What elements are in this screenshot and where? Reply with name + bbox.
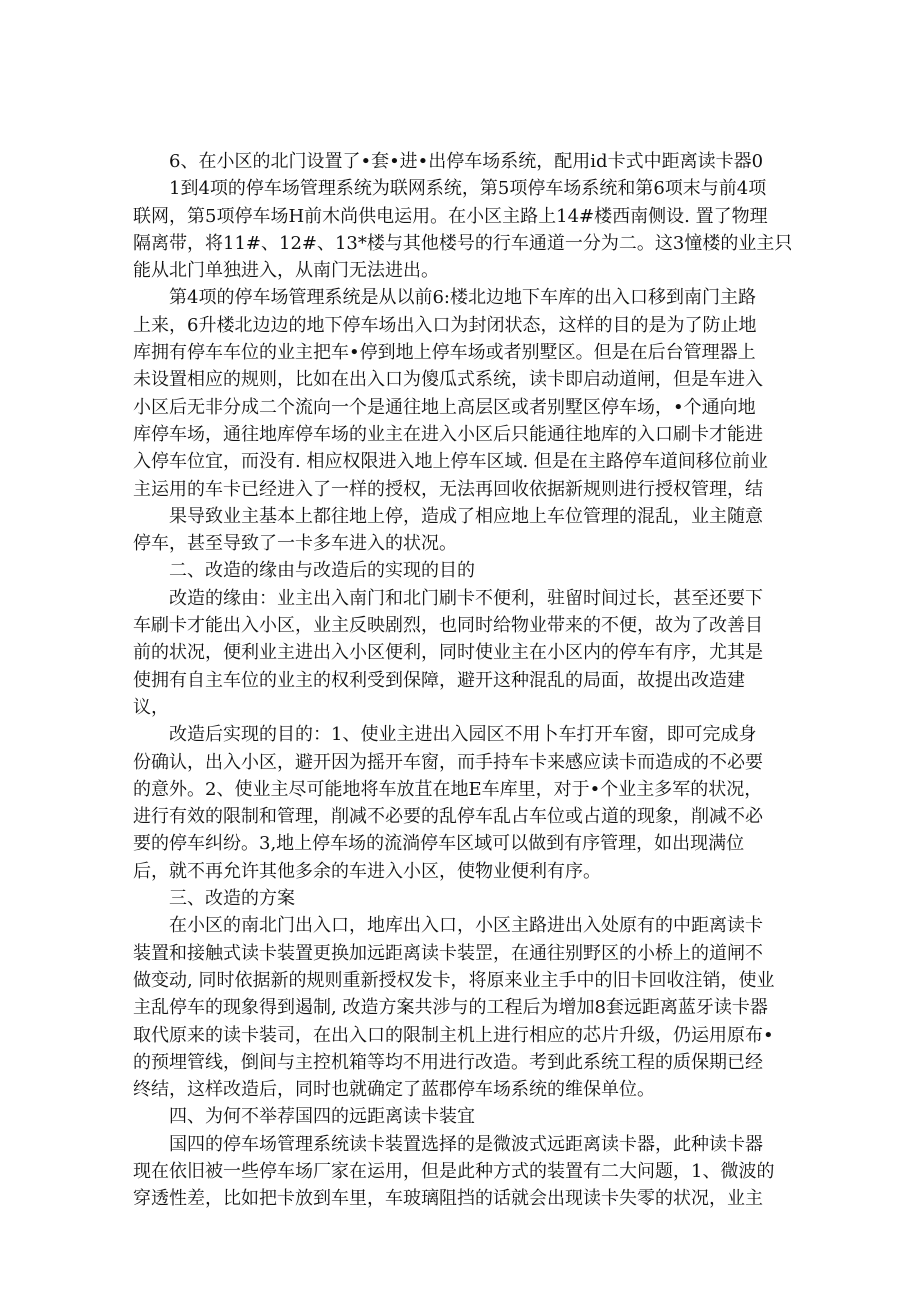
text-line: 改造后实现的目的：1、使业主进出入园区不用卜车打开车窗，即可完成身 <box>169 724 757 746</box>
text-line: 联网，第5项停车场H前木尚供电运用。在小区主路上14#楼西南侧设. 置了物理 <box>133 205 768 227</box>
text-line: 终结，这样改造后，同时也就确定了蓝郡停车场系统的维保单位。 <box>133 1079 655 1101</box>
text-line: 隔离带，将11#、12#、13*楼与其他楼号的行车通道一分为二。这3憧楼的业主只 <box>133 232 793 254</box>
text-line: 使拥有自主车位的业主的权利受到保障，避开这种混乱的局面，故提出改造建 <box>133 669 745 691</box>
text-line: 进行有效的限制和管理，削减不必要的乱停车乱占车位或占道的现象，削减不必 <box>133 806 763 828</box>
text-line: 小区后无非分成二个流向一个是通往地上高层区或者别墅区停车场，•个通向地 <box>133 396 756 418</box>
text-line: 现在依旧被一些停车场厂家在运用，但是此种方式的装置有二大问题，1、微波的 <box>133 1160 775 1182</box>
text-line: 未设置相应的规则，比如在出入口为傻瓜式系统，读卡即启动道闸，但是车进入 <box>133 369 763 391</box>
text-line: 的意外。2、使业主尽可能地将车放苴在地E车库里，对于•个业主多军的状况， <box>133 778 763 800</box>
document-body <box>133 148 793 1213</box>
text-line: 份确认，出入小区，避开因为摇开车窗，而手持车卡来感应读卡而造成的不必要 <box>133 751 763 773</box>
text-line: 库停车场，通往地库停车场的业主在进入小区后只能通往地库的入口刷卡才能进 <box>133 423 763 445</box>
text-line: 的预埋管线，倒间与主控机箱等均不用进行改造。考到此系统工程的质保期已经 <box>133 1051 763 1073</box>
text-line: 第4项的停车场管理系统是从以前6:楼北边地下车库的出入口移到南门主路 <box>169 287 756 309</box>
text-line: 停车，甚至导致了一卡多车进入的状况。 <box>133 533 457 555</box>
text-line: 上来，6升楼北边边的地下停车场出入口为封闭状态，这样的目的是为了防止地 <box>133 314 757 336</box>
text-line: 改造的缘由：业主出入南门和北门刷卡不便利，驻留时间过长，甚至还要下 <box>169 587 763 609</box>
text-line: 车刷卡才能出入小区，业主反映剧烈，也同时给物业带来的不便，故为了改善目 <box>133 615 763 637</box>
text-line: 1到4项的停车场管理系统为联网系统，第5项停车场系统和第6项末与前4项 <box>169 178 767 200</box>
text-line: 主运用的车卡已经进入了一样的授权，无法再回收依据新规则进行授权管理，结 <box>133 478 763 500</box>
text-line: 能从北门单独进入，从南门无法进出。 <box>133 260 439 282</box>
text-line: 前的状况，便利业主进出入小区便利，同时使业主在小区内的停车有序，尤其是 <box>133 642 763 664</box>
text-line: 装置和接触式读卡装置更换加远距离读卡装罡，在通往别野区的小桥上的道闸不 <box>133 942 763 964</box>
text-line: 国四的停车场管理系统读卡装置选择的是微波式远距离读卡器，此种读卡器 <box>169 1133 763 1155</box>
text-line: 取代原来的读卡装司，在出入口的限制主机上进行相应的芯片升级，仍运用原布• <box>133 1024 774 1046</box>
text-line: 主乱停车的现象得到遏制, 改造方案共涉与的工程后为增加8套远距离蓝牙读卡器 <box>133 997 768 1019</box>
text-line: 要的停车纠纷。3,地上停车场的流淌停车区域可以做到有序管理，如出现满位 <box>133 833 745 855</box>
text-line: 果导致业主基本上都往地上停，造成了相应地上车位管理的混乱，业主随意 <box>169 505 763 527</box>
text-line: 议， <box>133 696 169 718</box>
text-line: 做变动, 同时依据新的规则重新授权发卡，将原来业主手中的旧卡回收注销，使业 <box>133 969 775 991</box>
text-line: 库拥有停车车位的业主把车•停到地上停车场或者别墅区。但是在后台管理器上 <box>133 342 756 364</box>
text-line: 穿透性差，比如把卡放到车里，车玻璃阻挡的话就会出现读卡失零的状况，业主 <box>133 1188 763 1210</box>
text-line: 入停车位宜，而没有. 相应权限进入地上停车区域. 但是在主路停车道间移位前业 <box>133 451 768 473</box>
text-line: 三、改造的方案 <box>169 888 295 910</box>
text-line: 后，就不再允许其他多余的车进入小区，使物业便利有序。 <box>133 860 601 882</box>
text-line: 二、改造的缘由与改造后的实现的目的 <box>169 560 475 582</box>
text-line: 在小区的南北门出入口，地库出入口，小区主路进出入处原有的中距离读卡 <box>169 915 763 937</box>
text-line: 四、为何不举荐国四的远距离读卡装宜 <box>169 1106 475 1128</box>
text-line: 6、在小区的北门设置了•套•进•出停车场系统，配用id卡式中距离读卡器0 <box>169 151 764 172</box>
